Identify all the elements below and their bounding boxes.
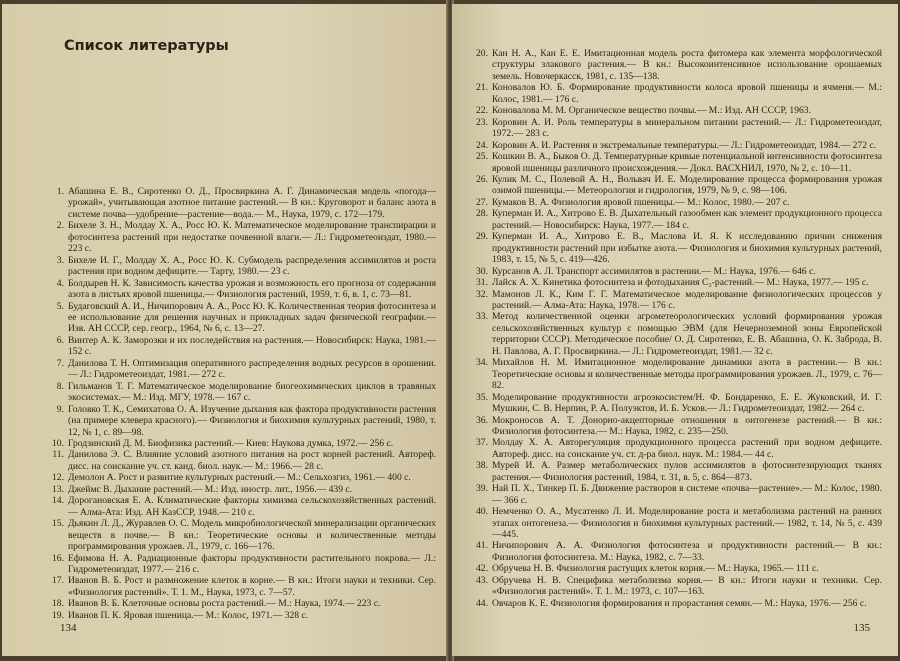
reference-text: Винтер А. К. Заморозки и их последействия на растения.— Новосибирск: Наука, 1981.— 152 с.	[68, 334, 436, 358]
reference-entry	[470, 540, 882, 563]
reference-entry	[46, 484, 436, 495]
reference-text: Болдырев Н. К. Зависимость качества урожая и возможность его прогноза от содержания азота в листьях яровой пшеницы.— Физиология растений, 1959, т. 6, в. 1, с. 73—81.	[68, 277, 436, 301]
reference-text: Куперман И. А., Хитрово Е. В. Дыхательный газообмен как элемент продукционного процесса растений.— Новосибирск: Наука, 1977.— 184 с.	[492, 208, 882, 231]
reference-text: Дьякин Л. Д., Журавлев О. С. Модель микробиологической минерализации органических веществ в почве.— В кн.: Теоретические основы и количественные методы программирования урожаев. Л., 1979, с. 166—176.	[68, 518, 436, 553]
reference-text: Мурей И. А. Размер метаболических пулов ассимилятов в фотосинтезирующих тканях растения.— Физиология растений, 1984, т. 31, в. 5, с. 864—873.	[492, 460, 882, 483]
reference-list-left	[46, 186, 436, 621]
reference-entry	[470, 598, 882, 609]
reference-text: Немченко О. А., Мусатенко Л. И. Моделирование роста и метаболизма растений на ранних этапах онтогенеза.— Физиология и биохимия культурных растений.— 1982, т. 14, № 5, с. 439—445.	[492, 506, 882, 541]
reference-number: 21.	[476, 82, 488, 94]
reference-number: 30.	[476, 265, 488, 277]
reference-entry	[470, 415, 882, 438]
reference-entry	[470, 82, 882, 105]
reference-text: Куперман И. А., Хитрово Е. В., Маслова И. Я. К исследованию причин снижения продуктивности растений при избытке азота.— Физиология и биохимия культурных растений, 1983, т. 15, № 5, с. 419—426.	[492, 231, 882, 266]
reference-text: Данилова Т. Н. Оптимизация оперативного распределения водных ресурсов в орошении.— Л.: Гидрометеоиздат, 1981.— 272 с.	[68, 357, 436, 381]
reference-number: 19.	[52, 609, 64, 621]
reference-number: 18.	[52, 598, 64, 610]
reference-text: Абашина Е. В., Сиротенко О. Д., Просвиркина А. Г. Динамическая модель «погода—урожай», учитывающая азотное питание растений.— В кн.: Круговорот и баланс азота в системе почва—удобрение—растение—вода.— М., Наука, 1979, с. 172—179.	[68, 186, 436, 220]
reference-text: Будаговский А. И., Ничипорович А. А., Росс Ю. К. Количественная теория фотосинтеза и ее использование для решения научных и прикладных задач физической географии.— Изв. АН СССР, сер. геогр., 1964, № 6, с. 13—27.	[68, 300, 436, 335]
reference-number: 33.	[476, 311, 488, 323]
reference-text: Коровин А. И. Растения и экстремальные температуры.— Л.: Гидрометеоиздат, 1984.— 272 с.	[492, 139, 877, 151]
reference-entry	[46, 449, 436, 472]
left-page	[2, 4, 448, 656]
reference-entry	[470, 277, 882, 288]
reference-text: Най П. Х., Тинкер П. Б. Движение растворов в системе «почва—растение».— М.: Колос, 1980.— 366 с.	[492, 483, 882, 506]
reference-entry	[46, 438, 436, 449]
reference-number: 25.	[476, 151, 488, 163]
reference-entry	[46, 186, 436, 220]
reference-text: Головко Т. К., Семихатова О. А. Изучение дыхания как фактора продуктивности растения (на примере клевера красного).— Физиология и биохимия культурных растений, 1980, т. 12, № 1, с. 89—98.	[68, 403, 436, 438]
reference-number: 6.	[56, 334, 64, 346]
reference-entry	[46, 335, 436, 358]
reference-entry	[46, 553, 436, 576]
reference-entry	[470, 174, 882, 197]
reference-text: Кан Н. А., Кан Е. Е. Имитационная модель роста фитомера как элемента морфологической структуры злакового растения.— В кн.: Высокоинтенсивное использование орошаемых земель. Новочеркасск, 1981, с. 135—138.	[492, 48, 882, 82]
reference-number: 37.	[476, 437, 488, 449]
reference-text: Коновалов Ю. Б. Формирование продуктивности колоса яровой пшеницы и ячменя.— М.: Колос, 1981.— 176 с.	[492, 82, 882, 105]
reference-number: 40.	[476, 506, 488, 518]
page-heading: Список литературы	[64, 38, 229, 54]
reference-entry	[46, 358, 436, 381]
reference-text: Мокроносов А. Т. Донорно-акцепторные отношения в онтогенезе растений.— В кн.: Физиология фотосинтеза.— М.: Наука, 1982, с. 235—250.	[492, 414, 882, 437]
reference-text: Ничипорович А. А. Физиология фотосинтеза и продуктивности растений.— В кн.: Физиология фотосинтеза. М.: Наука, 1982, с. 7—33.	[492, 540, 882, 563]
reference-text: Мамонов Л. К., Ким Г. Г. Математическое моделирование физиологических процессов у растений.— Алма-Ата: Наука, 1978.— 176 с.	[492, 288, 882, 311]
reference-text: Коровин А. И. Роль температуры в минеральном питании растений.— Л.: Гидрометеоиздат, 1972.— 283 с.	[492, 116, 882, 140]
reference-entry	[46, 518, 436, 552]
reference-text: Гильманов Т. Г. Математическое моделирование биогеохимических циклов в травяных экосистемах.— М.: Изд. МГУ, 1978.— 167 с.	[68, 380, 436, 404]
reference-entry	[470, 266, 882, 277]
reference-number: 39.	[476, 483, 488, 495]
reference-number: 43.	[476, 574, 488, 586]
reference-text: Данилова Э. С. Влияние условий азотного питания на рост корней растений. Автореф. дисс. на соискание уч. ст. канд. биол. наук.— М.: 1966.— 28 с.	[68, 449, 436, 472]
reference-number: 28.	[476, 208, 488, 220]
reference-number: 9.	[56, 403, 64, 415]
reference-text: Лайск А. Х. Кинетика фотосинтеза и фотодыхания С₃-растений.— М.: Наука, 1977.— 195 с.	[492, 277, 869, 289]
reference-entry	[46, 255, 436, 278]
reference-text: Курсанов А. Л. Транспорт ассимилятов в растении.— М.: Наука, 1976.— 646 с.	[492, 265, 816, 277]
reference-number: 26.	[476, 173, 488, 185]
reference-entry	[470, 197, 882, 208]
reference-entry	[470, 357, 882, 391]
reference-entry	[470, 437, 882, 460]
reference-number: 17.	[52, 575, 64, 587]
reference-entry	[470, 105, 882, 116]
reference-text: Иванов В. Б. Рост и размножение клеток в корне.— В кн.: Итоги науки и техники. Сер. «Физиология растений». Т. 1. М., Наука, 1973, с. 7—57.	[68, 575, 436, 598]
reference-text: Молдау Х. А. Авторегуляция продукционного процесса растений при водном дефиците. Автореф. дисс. на соискание уч. ст. д-ра биол. наук. М.: 1984.— 44 с.	[492, 437, 882, 460]
reference-text: Иванов В. Б. Клеточные основы роста растений.— М.: Наука, 1974.— 223 с.	[68, 598, 381, 610]
reference-number: 36.	[476, 414, 488, 426]
reference-entry	[470, 311, 882, 357]
reference-text: Овчаров К. Е. Физиология формирования и прорастания семян.— М.: Наука, 1976.— 256 с.	[492, 597, 867, 609]
page-number-left: 134	[60, 622, 77, 634]
reference-entry	[46, 301, 436, 335]
reference-number: 10.	[52, 437, 64, 449]
reference-number: 12.	[52, 472, 64, 484]
reference-number: 34.	[476, 357, 488, 369]
reference-number: 41.	[476, 540, 488, 552]
reference-number: 23.	[476, 116, 488, 128]
reference-entry	[470, 460, 882, 483]
reference-entry	[46, 575, 436, 598]
reference-entry	[470, 208, 882, 231]
reference-number: 32.	[476, 288, 488, 300]
reference-entry	[470, 483, 882, 506]
reference-number: 35.	[476, 391, 488, 403]
reference-text: Обручева Н. В. Физиология растущих клеток корня.— М.: Наука, 1965.— 111 с.	[492, 563, 819, 575]
reference-entry	[470, 506, 882, 540]
reference-entry	[46, 404, 436, 438]
reference-entry	[470, 48, 882, 82]
reference-text: Ефимова Н. А. Радиационные факторы продуктивности растительного покрова.— Л.: Гидрометеоиздат, 1977.— 216 с.	[68, 552, 436, 575]
reference-text: Коновалова М. М. Органическое вещество почвы.— М.: Изд. АН СССР, 1963.	[492, 105, 811, 117]
reference-number: 27.	[476, 196, 488, 208]
reference-number: 20.	[476, 48, 488, 59]
reference-entry	[46, 278, 436, 301]
reference-number: 16.	[52, 552, 64, 564]
reference-entry	[470, 392, 882, 415]
reference-text: Кулик М. С., Полевой А. Н., Вольвач И. Е. Моделирование процесса формирования урожая озимой пшеницы.— Метеорология и гидрология, 1979, № 9, с. 98—106.	[492, 173, 882, 197]
reference-text: Метод количественной оценки агрометеорологических условий формирования урожая сельскохозяйственных культур с помощью ЭВМ (для Нечерноземной зоны Европейской территории СССР). Методическое пособие/ О. Д. Сиротенко, Е. В. Абашина, О. К. Заброда, В. Н. Павлова, А. Г. Просвиркина.— Л.: Гидрометеоиздат, 1981.— 32 с.	[492, 311, 882, 357]
reference-text: Демолон А. Рост и развитие культурных растений.— М.: Сельхозгиз, 1961.— 400 с.	[68, 472, 411, 484]
reference-entry	[46, 495, 436, 518]
reference-entry	[46, 598, 436, 609]
reference-number: 3.	[56, 254, 64, 266]
reference-number: 24.	[476, 139, 488, 151]
reference-entry	[470, 289, 882, 312]
reference-text: Бихеле З. Н., Молдау Х. А., Росс Ю. К. Математическое моделирование транспирации и фотосинтеза растений при недостатке почвенной влаги.— Л.: Гидрометеоиздат, 1980.— 223 с.	[68, 220, 436, 255]
reference-entry	[470, 140, 882, 151]
reference-text: Бихеле И. Г., Молдау Х. А., Росс Ю. К. Субмодель распределения ассимилятов и роста растения при водном дефиците.— Тарту, 1980.— 23 с.	[68, 254, 436, 278]
reference-text: Михайлов Н. М. Имитационное моделирование динамики азота в растении.— В кн.: Теоретические основы и количественные методы программирования урожаев. Л., 1979, с. 76—82.	[492, 357, 882, 392]
reference-text: Моделирование продуктивности агроэкосистем/Н. Ф. Бондаренко, Е. Е. Жуковский, И. Г. Мушкин, С. В. Нерпин, Р. А. Полуэктов, И. Б. Усков.— Л.: Гидрометеоиздат, 1982.— 264 с.	[492, 391, 882, 415]
right-page	[452, 4, 898, 656]
reference-entry	[46, 472, 436, 483]
reference-text: Гродзинский Д. М. Биофизика растений.— Киев: Наукова думка, 1972.— 256 с.	[68, 437, 394, 449]
reference-number: 15.	[52, 518, 64, 530]
reference-number: 4.	[56, 277, 64, 289]
reference-entry	[46, 610, 436, 621]
page-number-right: 135	[853, 622, 870, 634]
reference-entry	[46, 381, 436, 404]
reference-entry	[470, 575, 882, 598]
reference-number: 42.	[476, 563, 488, 575]
reference-number: 2.	[56, 220, 64, 232]
reference-entry	[470, 563, 882, 574]
reference-number: 8.	[56, 380, 64, 392]
reference-number: 29.	[476, 231, 488, 243]
reference-entry	[470, 117, 882, 140]
reference-list-right	[470, 48, 882, 609]
reference-number: 44.	[476, 597, 488, 609]
reference-text: Обручева Н. В. Специфика метаболизма корня.— В кн.: Итоги науки и техники. Сер. «Физиология растений». Т. 1. М.: 1973, с. 107—163.	[492, 574, 882, 598]
reference-entry	[470, 231, 882, 265]
reference-number: 11.	[52, 449, 64, 461]
reference-text: Кумаков В. А. Физиология яровой пшеницы.— М.: Колос, 1980.— 207 с.	[492, 196, 790, 208]
reference-text: Дорогановская Е. А. Климатические факторы химизма сельскохозяйственных растений.— Алма-Ата: Изд. АН КазССР, 1948.— 210 с.	[68, 495, 436, 518]
reference-number: 22.	[476, 105, 488, 117]
reference-number: 31.	[476, 277, 488, 289]
reference-number: 1.	[56, 186, 64, 197]
reference-number: 13.	[52, 483, 64, 495]
reference-entry	[470, 151, 882, 174]
reference-text: Джеймс В. Дыхание растений.— М.: Изд. иностр. лит., 1956.— 439 с.	[68, 483, 353, 495]
reference-entry	[46, 220, 436, 254]
reference-number: 14.	[52, 495, 64, 507]
reference-text: Кошкин В. А., Быков О. Д. Температурные кривые потенциальной интенсивности фотосинтеза яровой пшеницы различного происхождения.— Докл. ВАСХНИЛ, 1970, № 2, с. 10—11.	[492, 151, 882, 174]
reference-number: 38.	[476, 460, 488, 472]
reference-number: 5.	[56, 300, 64, 312]
reference-number: 7.	[56, 357, 64, 369]
reference-text: Иванов П. К. Яровая пшеница.— М.: Колос, 1971.— 328 с.	[68, 609, 309, 621]
